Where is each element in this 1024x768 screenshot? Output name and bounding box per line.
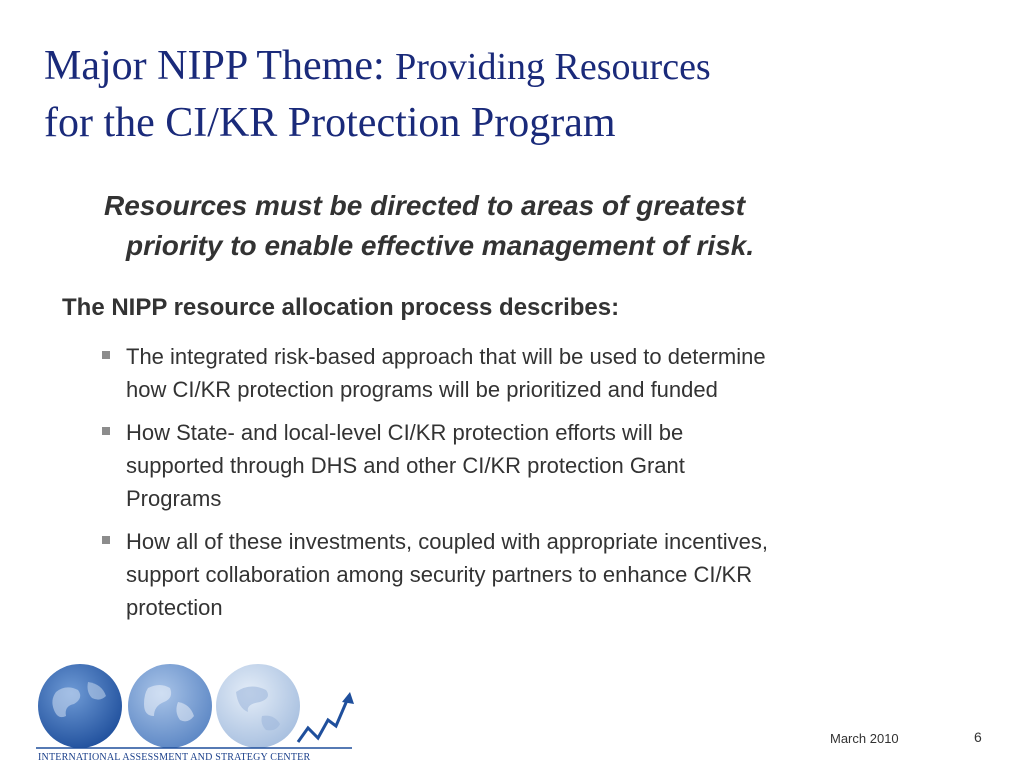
- section-heading: The NIPP resource allocation process describes:: [62, 294, 620, 321]
- globe-icon: [38, 664, 122, 748]
- emphasis-line-1: Resources must be directed to areas of greatest: [104, 190, 746, 221]
- globe-icon: [128, 664, 212, 748]
- square-bullet-icon: [102, 536, 110, 544]
- footer-date: March 2010: [830, 731, 899, 746]
- title-line-1: [44, 38, 984, 95]
- emphasis-statement: [104, 186, 924, 266]
- bullet-list: [100, 340, 980, 634]
- bullet-line: How State- and local-level CI/KR protection efforts will be: [126, 420, 684, 445]
- title-line-2: for the CI/KR Protection Program: [44, 100, 616, 146]
- square-bullet-icon: [102, 351, 110, 359]
- bullet-text: [126, 416, 980, 515]
- slide-title: [44, 38, 984, 151]
- bullet-text: [126, 340, 980, 406]
- square-bullet-icon: [102, 427, 110, 435]
- bullet-line: support collaboration among security partners to enhance CI/KR: [126, 562, 753, 587]
- globe-icon: [216, 664, 300, 748]
- bullet-line: supported through DHS and other CI/KR protection Grant: [126, 453, 685, 478]
- bullet-line: How all of these investments, coupled with appropriate incentives,: [126, 529, 769, 554]
- title-part-1: Major NIPP Theme:: [44, 43, 396, 89]
- emphasis-line-2: priority to enable effective management of risk.: [126, 230, 755, 261]
- page-number: 6: [974, 729, 982, 745]
- bullet-item: [100, 416, 980, 515]
- trend-arrow-icon: [298, 692, 354, 742]
- bullet-line: how CI/KR protection programs will be prioritized and funded: [126, 377, 718, 402]
- title-part-2: Providing Resources: [395, 46, 711, 88]
- bullet-line: protection: [126, 595, 223, 620]
- bullet-line: The integrated risk-based approach that will be used to determine: [126, 344, 766, 369]
- bullet-line: Programs: [126, 486, 222, 511]
- bullet-item: [100, 340, 980, 406]
- bullet-item: [100, 525, 980, 624]
- bullet-text: [126, 525, 980, 624]
- logo-text: INTERNATIONAL ASSESSMENT AND STRATEGY CENTER: [38, 752, 311, 763]
